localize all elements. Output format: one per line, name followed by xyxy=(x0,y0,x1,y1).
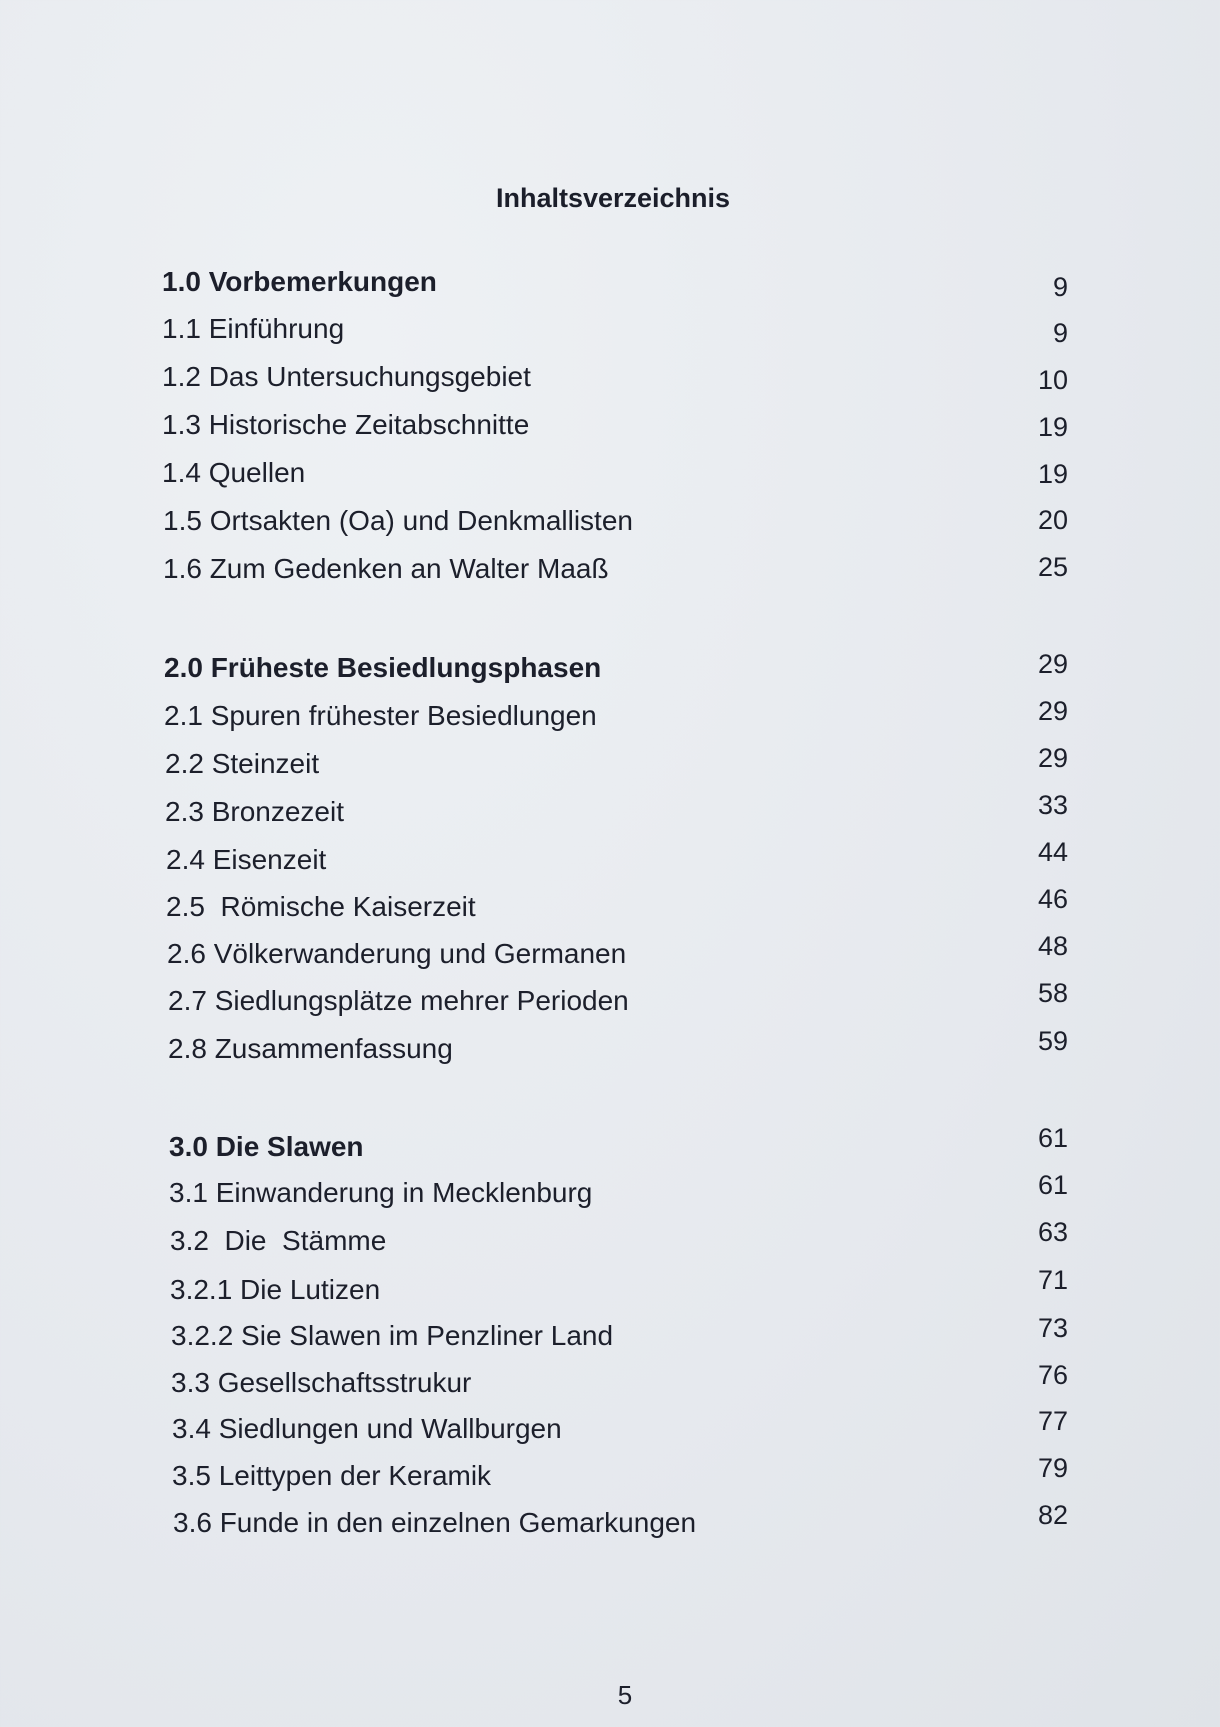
toc-entry-label: 3.5 Leittypen der Keramik xyxy=(172,1460,492,1491)
toc-entry-label: 2.2 Steinzeit xyxy=(165,748,320,779)
toc-page-number: 61 xyxy=(1037,1123,1068,1153)
toc-page-number: 44 xyxy=(1037,837,1068,867)
toc-entry-label: 2.4 Eisenzeit xyxy=(166,844,327,875)
toc-entry-label: 1.3 Historische Zeitabschnitte xyxy=(162,409,530,440)
toc-heading-label: 1.0 Vorbemerkungen xyxy=(162,266,437,297)
toc-entry xyxy=(0,1026,1220,1073)
toc-entry xyxy=(0,361,1220,401)
toc-page-number: 77 xyxy=(1037,1406,1068,1436)
toc-entry xyxy=(0,1313,1220,1360)
toc-page-number: 29 xyxy=(1037,649,1068,679)
toc-page-number: 29 xyxy=(1037,696,1068,726)
toc-entry-label: 3.2.1 Die Lutizen xyxy=(170,1274,381,1305)
toc-entry xyxy=(0,313,1220,353)
toc-entry-label: 1.2 Das Untersuchungsgebiet xyxy=(162,361,531,392)
toc-entry-label: 3.2.2 Sie Slawen im Penzliner Land xyxy=(171,1320,614,1351)
toc-page-number: 46 xyxy=(1037,884,1068,914)
toc-entry-label: 1.5 Ortsakten (Oa) und Denkmallisten xyxy=(163,505,633,536)
toc-page-number: 29 xyxy=(1037,743,1068,773)
toc-page-number: 48 xyxy=(1037,931,1068,961)
toc-entry-label: 2.5 Römische Kaiserzeit xyxy=(166,891,476,922)
toc-page-number: 25 xyxy=(1037,552,1068,582)
toc-entry-label: 2.6 Völkerwanderung und Germanen xyxy=(167,938,627,969)
toc-entry-label: 1.6 Zum Gedenken an Walter Maaß xyxy=(163,553,609,584)
toc-entry xyxy=(0,1217,1220,1265)
toc-heading-label: 3.0 Die Slawen xyxy=(169,1131,364,1162)
toc-heading-1 xyxy=(0,266,1220,306)
toc-heading-3 xyxy=(0,1123,1220,1171)
toc-page-number: 71 xyxy=(1037,1265,1068,1295)
toc-page-number: 20 xyxy=(1037,505,1068,535)
toc-page-number: 10 xyxy=(1037,365,1068,395)
toc-entry-label: 3.1 Einwanderung in Mecklenburg xyxy=(169,1177,593,1208)
toc-entry xyxy=(0,1500,1220,1547)
toc-entry xyxy=(0,553,1220,593)
toc-entry xyxy=(0,409,1220,449)
toc-title: Inhaltsverzeichnis xyxy=(495,183,731,213)
toc-entry-label: 2.1 Spuren frühester Besiedlungen xyxy=(164,700,597,731)
toc-entry xyxy=(0,884,1220,931)
toc-entry-label: 3.4 Siedlungen und Wallburgen xyxy=(172,1413,562,1444)
toc-page-number: 59 xyxy=(1037,1026,1068,1056)
toc-entry-label: 3.3 Gesellschaftsstrukur xyxy=(171,1367,472,1398)
toc-page-number: 19 xyxy=(1037,412,1068,442)
toc-page-number: 9 xyxy=(1052,272,1068,302)
toc-entry-label: 3.2 Die Stämme xyxy=(170,1225,387,1256)
toc-page-number: 76 xyxy=(1037,1360,1068,1390)
toc-entry xyxy=(0,1265,1220,1314)
toc-heading-label: 2.0 Früheste Besiedlungsphasen xyxy=(164,652,602,683)
toc-page-number: 58 xyxy=(1037,978,1068,1008)
toc-entry-label: 1.4 Quellen xyxy=(162,457,306,488)
toc-page-number: 61 xyxy=(1037,1170,1068,1200)
toc-page-number: 9 xyxy=(1052,318,1068,348)
toc-entry xyxy=(0,837,1220,884)
toc-page-number: 19 xyxy=(1037,459,1068,489)
toc-page-number: 33 xyxy=(1037,790,1068,820)
toc-entry-label: 2.3 Bronzezeit xyxy=(165,796,344,827)
page-number-footer: 5 xyxy=(617,1680,633,1710)
toc-entry-label: 2.7 Siedlungsplätze mehrer Perioden xyxy=(168,985,629,1016)
toc-heading-2 xyxy=(0,649,1220,692)
toc-entry xyxy=(0,743,1220,788)
toc-entry xyxy=(0,696,1220,740)
toc-entry xyxy=(0,1453,1220,1500)
toc-entry-label: 3.6 Funde in den einzelnen Gemarkungen xyxy=(173,1507,697,1538)
toc-entry xyxy=(0,1406,1220,1453)
toc-page-number: 73 xyxy=(1037,1313,1068,1343)
toc-entry xyxy=(0,1170,1220,1217)
toc-entry xyxy=(0,457,1220,497)
toc-entry xyxy=(0,1360,1220,1407)
toc-page-number: 82 xyxy=(1037,1500,1068,1530)
toc-entry-label: 1.1 Einführung xyxy=(162,313,345,344)
toc-entry xyxy=(0,978,1220,1025)
toc-page-number: 63 xyxy=(1037,1217,1068,1247)
toc-entry-label: 2.8 Zusammenfassung xyxy=(168,1033,453,1064)
toc-entry xyxy=(0,790,1220,836)
toc-entry xyxy=(0,505,1220,545)
toc-page-number: 79 xyxy=(1037,1453,1068,1483)
toc-entry xyxy=(0,931,1220,978)
